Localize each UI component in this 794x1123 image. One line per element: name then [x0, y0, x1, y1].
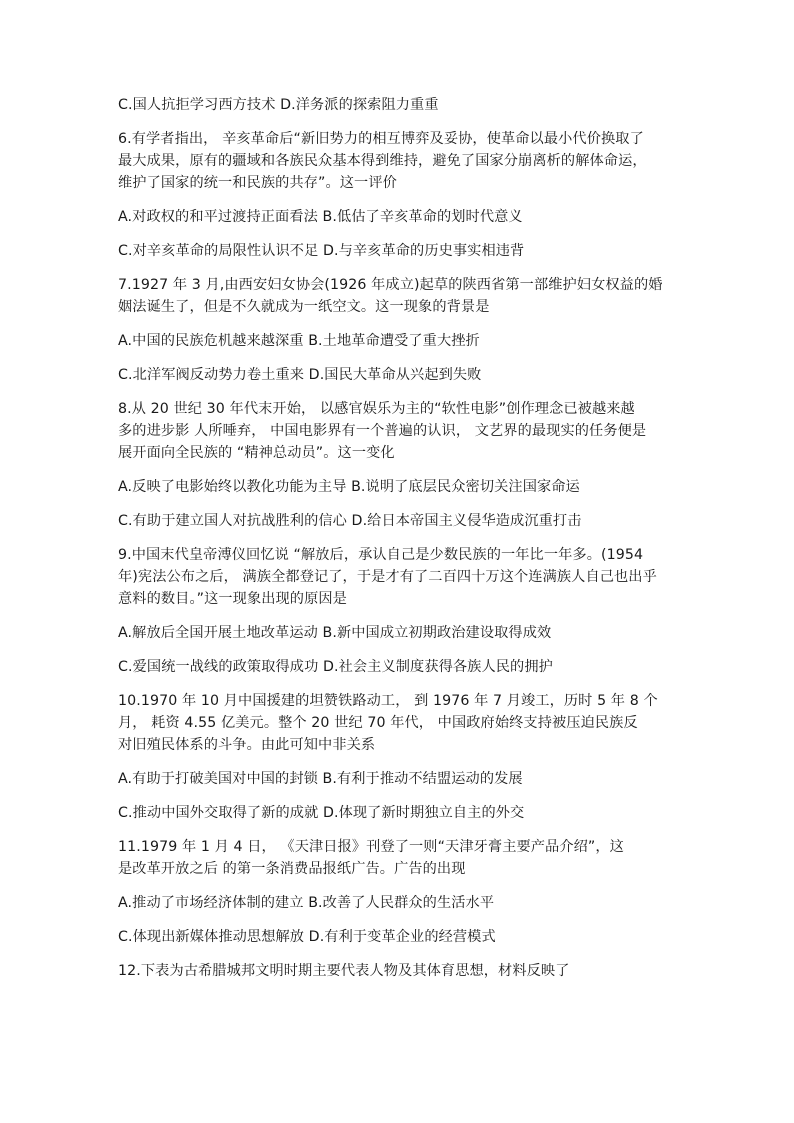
- text-line: 7.1927 年 3 月,由西安妇女协会(1926 年成立)起草的陕西省第一部维护妇女权益的婚: [118, 277, 663, 293]
- q10-options-ab: [118, 768, 680, 790]
- text-line: C.北洋军阀反动势力卷土重来 D.国民大革命从兴起到失败: [118, 367, 482, 383]
- text-line: 8.从 20 世纪 30 年代末开始， 以感官娱乐为主的“软性电影”创作理念已被越来越: [118, 401, 635, 417]
- text-line: 对旧殖民体系的斗争。由此可知中非关系: [118, 737, 376, 753]
- text-line: 10.1970 年 10 月中国援建的坦赞铁路动工， 到 1976 年 7 月竣工，历时 5 年 8 个: [118, 693, 658, 709]
- text-line: C.推动中国外交取得了新的成就 D.体现了新时期独立自主的外交: [118, 805, 525, 821]
- q10-stem: [118, 690, 680, 756]
- q6-options-cd: [118, 240, 680, 262]
- text-line: A.中国的民族危机越来越深重 B.土地革命遭受了重大挫折: [118, 333, 480, 349]
- text-line: 展开面向全民族的 “精神总动员”。这一变化: [118, 445, 395, 461]
- q11-options-cd: [118, 926, 680, 948]
- text-line: A.对政权的和平过渡持正面看法 B.低估了辛亥革命的划时代意义: [118, 209, 523, 225]
- question-list: [118, 94, 680, 994]
- q10-options-cd: [118, 802, 680, 824]
- q7-options-cd: [118, 364, 680, 386]
- text-line: 12.下表为古希腊城邦文明时期主要代表人物及其体育思想，材料反映了: [118, 963, 570, 979]
- text-line: A.解放后全国开展土地改革运动 B.新中国成立初期政治建设取得成效: [118, 625, 552, 641]
- q8-options-cd: [118, 510, 680, 532]
- text-line: C.国人抗拒学习西方技术 D.洋务派的探索阻力重重: [118, 97, 439, 113]
- q9-options-ab: [118, 622, 680, 644]
- text-line: 多的进步影 人所唾弃， 中国电影界有一个普遍的认识， 文艺界的最现实的任务便是: [118, 423, 647, 439]
- text-line: A.反映了电影始终以教化功能为主导 B.说明了底层民众密切关注国家命运: [118, 479, 580, 495]
- text-line: 月， 耗资 4.55 亿美元。整个 20 世纪 70 年代， 中国政府始终支持被压迫民族反: [118, 715, 638, 731]
- q7-stem: [118, 274, 680, 318]
- text-line: 姻法诞生了，但是不久就成为一纸空文。这一现象的背景是: [118, 299, 490, 315]
- q8-options-ab: [118, 476, 680, 498]
- text-line: 年)宪法公布之后， 满族全都登记了，于是才有了二百四十万这个连满族人自己也出乎: [118, 569, 657, 585]
- q9-stem: [118, 544, 680, 610]
- text-line: A.有助于打破美国对中国的封锁 B.有利于推动不结盟运动的发展: [118, 771, 523, 787]
- q9-options-cd: [118, 656, 680, 678]
- text-line: C.有助于建立国人对抗战胜利的信心 D.给日本帝国主义侵华造成沉重打击: [118, 513, 582, 529]
- text-line: 维护了国家的统一和民族的共存”。这一评价: [118, 175, 397, 191]
- q11-options-ab: [118, 892, 680, 914]
- q5-options-cd: [118, 94, 680, 116]
- q8-stem: [118, 398, 680, 464]
- q6-options-ab: [118, 206, 680, 228]
- q11-stem: [118, 836, 680, 880]
- q12-stem: [118, 960, 680, 982]
- text-line: C.对辛亥革命的局限性认识不足 D.与辛亥革命的历史事实相违背: [118, 243, 525, 259]
- text-line: 是改革开放之后 的第一条消费品报纸广告。广告的出现: [118, 861, 466, 877]
- text-line: 意料的数目。”这一现象出现的原因是: [118, 591, 347, 607]
- text-line: A.推动了市场经济体制的建立 B.改善了人民群众的生活水平: [118, 895, 495, 911]
- text-line: 最大成果，原有的疆域和各族民众基本得到维持，避免了国家分崩离析的解体命运，: [118, 153, 647, 169]
- q7-options-ab: [118, 330, 680, 352]
- text-line: C.体现出新媒体推动思想解放 D.有利于变革企业的经营模式: [118, 929, 496, 945]
- text-line: 6.有学者指出， 辛亥革命后“新旧势力的相互博弈及妥协，使革命以最小代价换取了: [118, 131, 644, 147]
- text-line: C.爱国统一战线的政策取得成功 D.社会主义制度获得各族人民的拥护: [118, 659, 553, 675]
- text-line: 11.1979 年 1 月 4 日， 《天津日报》刊登了一则“天津牙膏主要产品介绍”，这: [118, 839, 624, 855]
- q6-stem: [118, 128, 680, 194]
- text-line: 9.中国末代皇帝溥仪回忆说 “解放后，承认自己是少数民族的一年比一年多。(1954: [118, 547, 644, 563]
